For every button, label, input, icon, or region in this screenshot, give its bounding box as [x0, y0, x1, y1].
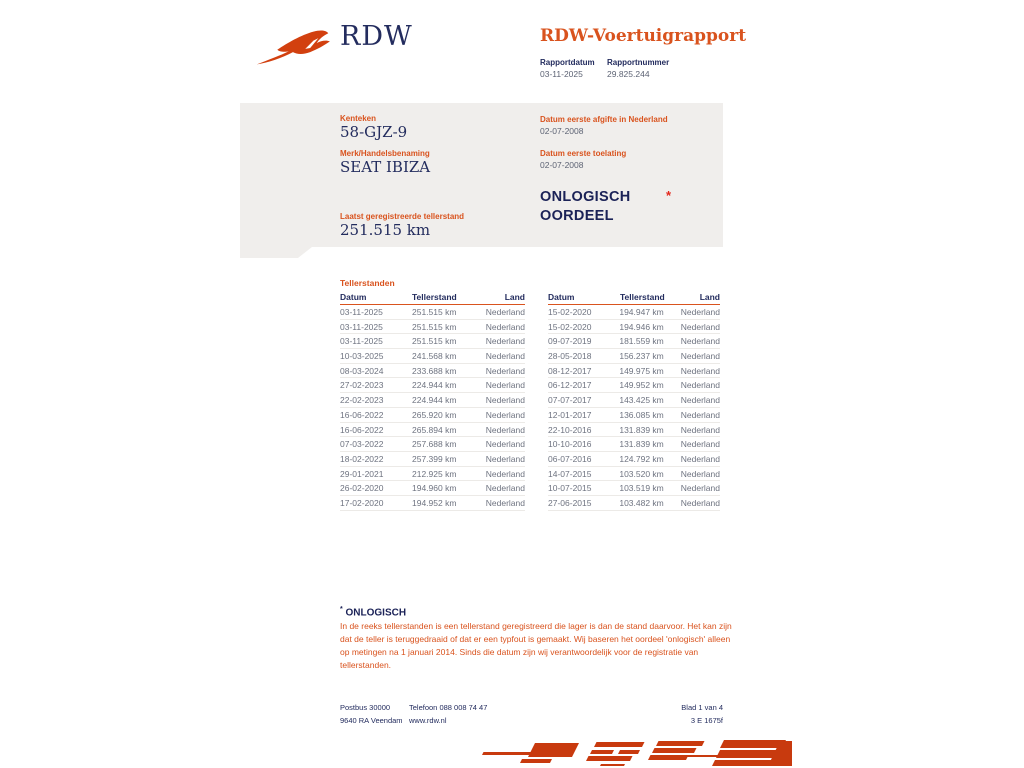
- cell-country: Nederland: [680, 468, 720, 479]
- cell-country: Nederland: [680, 336, 720, 347]
- cell-date: 03-11-2025: [340, 336, 383, 347]
- footer-phone: Telefoon 088 008 74 47: [409, 703, 488, 712]
- tellerstanden-table-right: [548, 291, 720, 511]
- cell-odometer: 257.399 km: [412, 453, 457, 464]
- cell-country: Nederland: [485, 307, 525, 317]
- cell-country: Nederland: [680, 439, 720, 450]
- report-number-value: 29.825.244: [607, 69, 650, 79]
- rdw-logo-wordmark: RDW: [340, 21, 413, 52]
- table-row: [548, 393, 720, 408]
- kenteken-value: 58-GJZ-9: [340, 123, 408, 141]
- tellerstanden-table-left: [340, 291, 525, 511]
- cell-date: 26-02-2020: [340, 483, 384, 494]
- cell-odometer: 131.839 km: [619, 424, 664, 435]
- cell-odometer: 194.947 km: [619, 307, 664, 317]
- table-row: [548, 320, 720, 335]
- oordeel-line2: OORDEEL: [540, 207, 614, 224]
- footnote-body: In de reeks tellerstanden is een tellerstand geregistreerd die lager is dan de stand daarvoor. Het kan zijn dat de teller is teruggedraaid of dat er een typfout is gemaakt. Wij baseren het oordeel 'onlogisch' alleen op metingen na 1 januari 2014. Sinds die datum zijn wij verantwoordelijk voor de registratie van tellerstanden.: [340, 621, 732, 670]
- cell-date: 07-07-2017: [548, 395, 592, 406]
- table-row: [340, 334, 525, 349]
- table-row: [548, 481, 720, 496]
- cell-odometer: 149.952 km: [619, 380, 664, 391]
- table-row: [548, 408, 720, 423]
- col-header-land: Land: [504, 292, 525, 302]
- cell-odometer: 103.520 km: [619, 468, 664, 479]
- cell-date: 09-07-2019: [548, 336, 592, 347]
- table-row: [340, 496, 525, 511]
- cell-odometer: 265.894 km: [412, 424, 457, 435]
- cell-country: Nederland: [485, 365, 525, 376]
- cell-odometer: 212.925 km: [412, 468, 457, 479]
- table-body: [548, 305, 720, 511]
- cell-country: Nederland: [680, 409, 720, 420]
- cell-date: 03-11-2025: [340, 307, 383, 317]
- table-row: [548, 467, 720, 482]
- cell-country: Nederland: [485, 336, 525, 347]
- cell-odometer: 265.920 km: [412, 409, 457, 420]
- footer-page-number: Blad 1 van 4: [681, 703, 723, 712]
- cell-odometer: 194.960 km: [412, 483, 457, 494]
- col-header-tellerstand: Tellerstand: [412, 292, 457, 302]
- merk-value: SEAT IBIZA: [340, 158, 431, 176]
- cell-odometer: 143.425 km: [619, 395, 664, 406]
- cell-country: Nederland: [485, 351, 525, 362]
- table-row: [340, 481, 525, 496]
- cell-odometer: 156.237 km: [619, 351, 664, 362]
- footnote-title: [340, 606, 406, 618]
- cell-date: 10-07-2015: [548, 483, 592, 494]
- merk-label: Merk/Handelsbenaming: [340, 149, 430, 158]
- table-row: [340, 408, 525, 423]
- cell-odometer: 224.944 km: [412, 380, 457, 391]
- table-row: [548, 452, 720, 467]
- footnote-marker: *: [340, 606, 343, 613]
- cell-country: Nederland: [485, 468, 525, 479]
- speed-stripes-graphic: [482, 739, 792, 767]
- laatste-tellerstand-label: Laatst geregistreerde tellerstand: [340, 212, 465, 221]
- table-header: [340, 291, 525, 305]
- cell-date: 06-07-2016: [548, 453, 592, 464]
- cell-country: Nederland: [485, 424, 525, 435]
- eerste-toelating-value: 02-07-2008: [540, 160, 584, 170]
- cell-country: Nederland: [485, 497, 525, 508]
- cell-date: 17-02-2020: [340, 497, 384, 508]
- col-header-datum: Datum: [548, 292, 575, 302]
- tellerstanden-section-title: Tellerstanden: [340, 278, 395, 288]
- table-row: [548, 364, 720, 379]
- cell-country: Nederland: [680, 307, 720, 317]
- cell-odometer: 194.946 km: [619, 321, 664, 332]
- table-body: [340, 305, 525, 511]
- table-row: [340, 452, 525, 467]
- footer-postbus: Postbus 30000: [340, 703, 391, 712]
- cell-country: Nederland: [485, 395, 525, 406]
- cell-date: 27-02-2023: [340, 380, 384, 391]
- oordeel-line1: ONLOGISCH: [540, 189, 631, 205]
- cell-date: 08-12-2017: [548, 365, 592, 376]
- vehicle-summary-box: [240, 103, 723, 258]
- cell-country: Nederland: [485, 409, 525, 420]
- cell-date: 22-02-2023: [340, 395, 384, 406]
- eerste-toelating-label: Datum eerste toelating: [540, 149, 627, 158]
- cell-odometer: 149.975 km: [619, 365, 664, 376]
- table-row: [340, 393, 525, 408]
- table-row: [548, 305, 720, 320]
- cell-country: Nederland: [680, 351, 720, 362]
- cell-country: Nederland: [485, 321, 525, 332]
- cell-country: Nederland: [485, 453, 525, 464]
- cell-odometer: 103.519 km: [619, 483, 664, 494]
- cell-date: 28-05-2018: [548, 351, 592, 362]
- table-row: [340, 437, 525, 452]
- table-row: [340, 423, 525, 438]
- table-row: [548, 349, 720, 364]
- cell-odometer: 257.688 km: [412, 439, 457, 450]
- cell-odometer: 233.688 km: [412, 365, 457, 376]
- col-header-land: Land: [699, 292, 720, 302]
- cell-date: 10-10-2016: [548, 439, 592, 450]
- cell-country: Nederland: [680, 321, 720, 332]
- table-row: [340, 349, 525, 364]
- cell-country: Nederland: [485, 439, 525, 450]
- cell-country: Nederland: [485, 380, 525, 391]
- cell-date: 14-07-2015: [548, 468, 592, 479]
- table-row: [548, 496, 720, 511]
- cell-date: 15-02-2020: [548, 321, 592, 332]
- table-row: [340, 364, 525, 379]
- cell-odometer: 131.839 km: [619, 439, 664, 450]
- table-row: [340, 305, 525, 320]
- cell-date: 15-02-2020: [548, 307, 592, 317]
- eerste-afgifte-label: Datum eerste afgifte in Nederland: [540, 115, 668, 124]
- asterisk-marker: *: [666, 188, 672, 203]
- table-row: [340, 320, 525, 335]
- table-row: [548, 423, 720, 438]
- cell-date: 06-12-2017: [548, 380, 592, 391]
- oordeel-badge: [540, 188, 631, 225]
- rdw-logo-icon: [256, 26, 334, 70]
- cell-odometer: 251.515 km: [412, 321, 457, 332]
- report-number-label: Rapportnummer: [607, 58, 670, 67]
- cell-odometer: 136.085 km: [619, 409, 664, 420]
- cell-country: Nederland: [680, 453, 720, 464]
- cell-date: 29-01-2021: [340, 468, 384, 479]
- cell-country: Nederland: [680, 380, 720, 391]
- cell-date: 08-03-2024: [340, 365, 384, 376]
- cell-country: Nederland: [680, 483, 720, 494]
- cell-country: Nederland: [680, 497, 720, 508]
- footer-website: www.rdw.nl: [409, 716, 447, 725]
- cell-date: 22-10-2016: [548, 424, 592, 435]
- cell-odometer: 103.482 km: [619, 497, 664, 508]
- cell-date: 10-03-2025: [340, 351, 384, 362]
- table-row: [548, 437, 720, 452]
- report-date-value: 03-11-2025: [540, 69, 583, 79]
- footer-form-code: 3 E 1675f: [690, 716, 723, 725]
- cell-odometer: 181.559 km: [619, 336, 664, 347]
- col-header-datum: Datum: [340, 292, 367, 302]
- footer-city: 9640 RA Veendam: [340, 716, 403, 725]
- cell-country: Nederland: [485, 483, 525, 494]
- laatste-tellerstand-value: 251.515 km: [340, 221, 431, 239]
- cell-date: 27-06-2015: [548, 497, 592, 508]
- cell-odometer: 124.792 km: [619, 453, 664, 464]
- cell-country: Nederland: [680, 424, 720, 435]
- eerste-afgifte-value: 02-07-2008: [540, 126, 584, 136]
- cell-odometer: 241.568 km: [412, 351, 457, 362]
- cell-country: Nederland: [680, 365, 720, 376]
- cell-odometer: 251.515 km: [412, 336, 457, 347]
- cell-date: 16-06-2022: [340, 409, 384, 420]
- footnote-title-text: ONLOGISCH: [345, 607, 407, 619]
- document-title: RDW-Voertuigrapport: [540, 26, 747, 46]
- cell-date: 16-06-2022: [340, 424, 384, 435]
- cell-odometer: 251.515 km: [412, 307, 457, 317]
- kenteken-label: Kenteken: [340, 114, 377, 123]
- cell-country: Nederland: [680, 395, 720, 406]
- cell-date: 12-01-2017: [548, 409, 592, 420]
- table-row: [340, 467, 525, 482]
- cell-date: 18-02-2022: [340, 453, 384, 464]
- cell-odometer: 224.944 km: [412, 395, 457, 406]
- report-date-label: Rapportdatum: [540, 58, 595, 67]
- table-row: [340, 378, 525, 393]
- col-header-tellerstand: Tellerstand: [620, 292, 665, 302]
- table-row: [548, 378, 720, 393]
- table-row: [548, 334, 720, 349]
- table-header: [548, 291, 720, 305]
- cell-date: 07-03-2022: [340, 439, 384, 450]
- cell-odometer: 194.952 km: [412, 497, 457, 508]
- cell-date: 03-11-2025: [340, 321, 383, 332]
